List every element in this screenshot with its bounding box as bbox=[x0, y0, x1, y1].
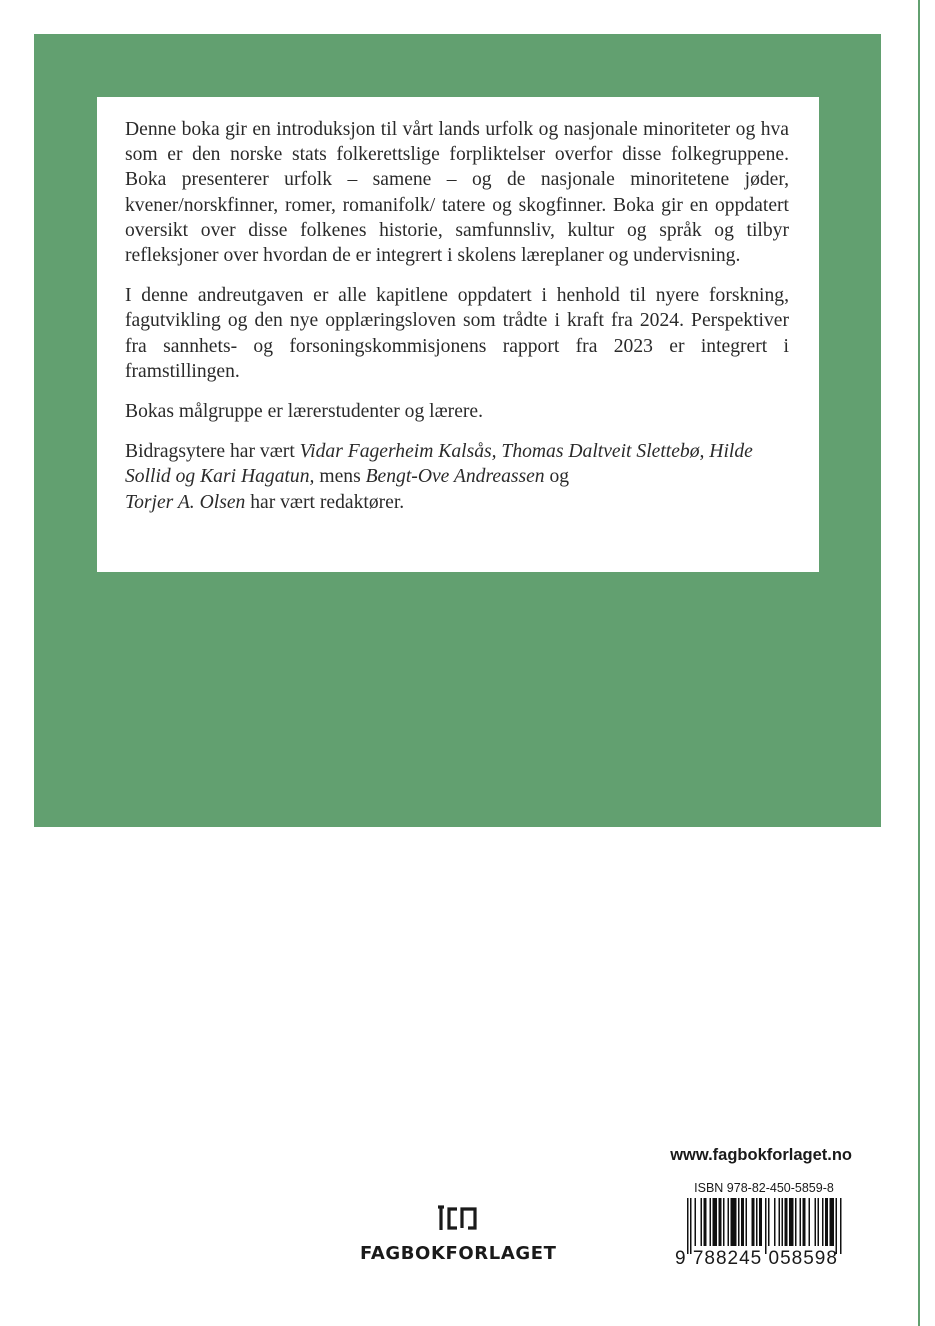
isbn-label: ISBN 978-82-450-5859-8 bbox=[694, 1181, 834, 1195]
fagbokforlaget-logo-icon bbox=[438, 1203, 478, 1233]
description-paragraph-2: I denne andreutgaven er alle kapitlene oppdatert i henhold til nyere forskning, fagutvikling og den nye opplæringsloven som trådte i kraft fra 2024. Perspektiver fra sannhets- og forsoningskommisjonens rapport fra 2023 er integrert i framstillingen. bbox=[125, 285, 789, 382]
description-paragraph-3: Bokas målgruppe er lærerstudenter og lærere. bbox=[125, 401, 484, 423]
barcode-digits: 9 788245 058598 bbox=[675, 1248, 838, 1269]
publisher-logo bbox=[360, 1203, 556, 1264]
editor-name-2: Torjer A. Olsen bbox=[125, 491, 246, 513]
description-box bbox=[97, 97, 819, 572]
spine-edge-line bbox=[918, 0, 920, 1326]
editor-name-1: Bengt-Ove Andreassen bbox=[365, 466, 545, 488]
contributors-intro: Bidragsytere har vært bbox=[125, 441, 300, 463]
description-paragraph-1: Denne boka gir en introduksjon til vårt lands urfolk og nasjonale minoriteter og hva som er den norske stats folkerettslige forpliktelser overfor disse folkegruppene. Boka presenterer urfolk – samene – og de nasjonale minoritetene jøder, kvener/norskfinner, romer, romanifolk/ tatere og skogfinner. Boka gir en oppdatert oversikt over disse folkenes historie, samfunnsliv, kultur og språk og tilbyr refleksjoner over hvordan de er integrert i skolens læreplaner og undervisning. bbox=[125, 119, 789, 267]
publisher-name: FAGBOKFORLAGET bbox=[360, 1243, 557, 1264]
contributor-names: Vidar Fagerheim Kalsås, Thomas Daltveit Slettebø, Hilde Sollid og Kari Hagatun, bbox=[125, 441, 753, 488]
publisher-website[interactable]: www.fagbokforlaget.no bbox=[670, 1146, 852, 1164]
barcode-icon bbox=[675, 1198, 847, 1254]
barcode-block bbox=[675, 1176, 847, 1286]
contributors-and: og bbox=[544, 466, 570, 488]
contributors-paragraph bbox=[125, 439, 789, 515]
contributors-outro: har vært redaktører. bbox=[245, 491, 405, 513]
contributors-mid: mens bbox=[314, 466, 366, 488]
